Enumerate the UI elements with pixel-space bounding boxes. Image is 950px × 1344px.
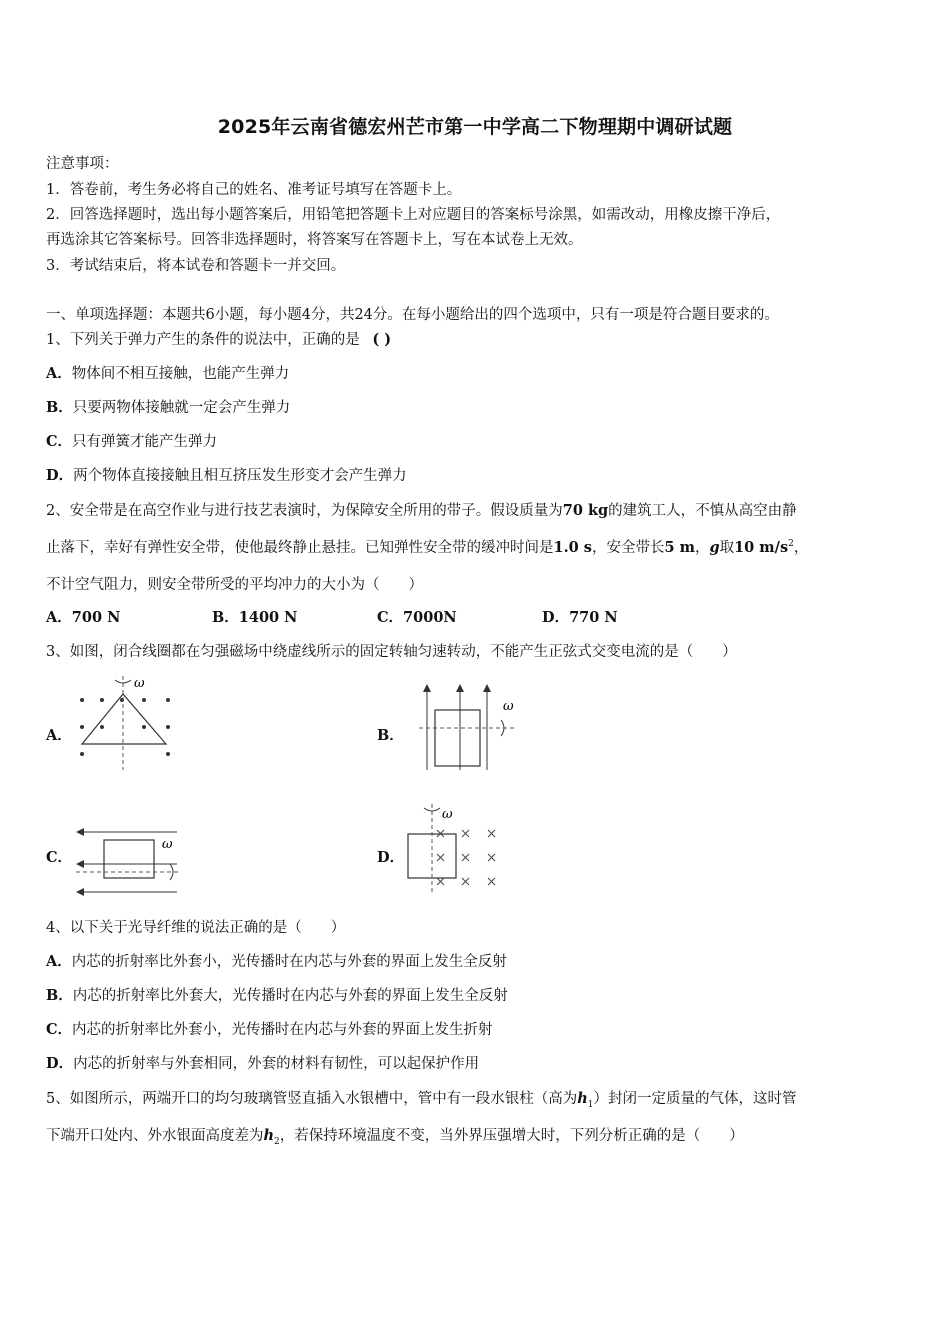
q2-line2-b: ，安全带长 — [591, 540, 665, 556]
q5-h2: h — [263, 1127, 275, 1144]
q1-option-b-text: 只要两物体接触就一定会产生弹力 — [72, 400, 291, 416]
q1-option-d — [46, 464, 916, 485]
q4-option-c-label: C． — [46, 1021, 73, 1038]
q5-h1-sub: 1 — [587, 1099, 594, 1110]
q2-gval: 10 m/s — [734, 539, 789, 556]
q4-option-a-label: A． — [46, 953, 72, 970]
q5-line-2 — [46, 1124, 916, 1147]
q2-option-b — [212, 606, 297, 627]
q2-line2-a: 止落下，幸好有弹性安全带，使他最终静止悬挂。已知弹性安全带的缓冲时间是 — [46, 540, 554, 556]
rectangular-coil — [435, 710, 480, 766]
q4-option-d-label: D． — [46, 1055, 74, 1072]
q1-option-b — [46, 396, 916, 417]
q4-stem: 4、以下关于光导纤维的说法正确的是（ ） — [46, 920, 346, 936]
q3-label-c: C． — [46, 849, 73, 866]
q2-line-2 — [46, 536, 916, 557]
q3-figure-c — [72, 824, 187, 899]
q2-option-c — [377, 606, 457, 627]
q4-option-b — [46, 984, 916, 1005]
q2-line2-c: ， — [694, 540, 710, 556]
omega-a: ω — [134, 676, 145, 691]
q1-stem-text: 1、下列关于弹力产生的条件的说法中，正确的是 — [46, 332, 360, 348]
q1-option-c-text: 只有弹簧才能产生弹力 — [72, 434, 218, 450]
q2-line-1 — [46, 499, 916, 520]
q5-line1-a: 5、如图所示，两端开口的均匀玻璃管竖直插入水银槽中，管中有一段水银柱（高为 — [46, 1091, 578, 1107]
q2-option-c-text: 7000N — [403, 609, 457, 626]
q5-h1: h — [577, 1090, 588, 1107]
omega-b: ω — [503, 699, 514, 714]
field-arrow-icon — [76, 828, 84, 836]
section-heading: 一、单项选择题：本题共6小题，每小题4分，共24分。在每小题给出的四个选项中，只有一项是符合题目要求的。 — [46, 307, 779, 323]
q2-option-b-label: B． — [212, 609, 239, 626]
q4-option-b-label: B． — [46, 987, 73, 1004]
q1-option-a-text: 物体间不相互接触，也能产生弹力 — [71, 366, 290, 382]
field-arrow-icon — [456, 684, 464, 692]
q5-line2-a: 下端开口处内、外水银面高度差为 — [46, 1128, 264, 1144]
triangle-coil — [82, 694, 166, 744]
q2-option-d-text: 770 N — [569, 609, 618, 626]
q3-figure-d — [400, 800, 510, 895]
q2-option-a — [46, 606, 120, 627]
q3-stem: 3、如图，闭合线圈都在匀强磁场中绕虚线所示的固定转轴匀速转动，不能产生正弦式交变电流的是（ ） — [46, 644, 737, 660]
notice-heading: 注意事项： — [46, 156, 119, 172]
field-crosses — [437, 830, 495, 885]
omega-d: ω — [442, 807, 453, 822]
q5-line1-b: ）封闭一定质量的气体，这时管 — [593, 1091, 797, 1107]
field-dots — [80, 698, 170, 756]
q1-option-d-text: 两个物体直接接触且相互挤压发生形变才会产生弹力 — [73, 468, 407, 484]
q4-option-b-text: 内芯的折射率比外套大，光传播时在内芯与外套的界面上发生全反射 — [72, 988, 508, 1004]
q2-mass: 70 kg — [562, 502, 609, 519]
q2-line1-b: 的建筑工人，不慎从高空由静 — [608, 503, 797, 519]
notice-item-3: 3．考试结束后，将本试卷和答题卡一并交回。 — [46, 258, 346, 274]
q2-g: g — [709, 539, 720, 556]
q2-line1-a: 2、安全带是在高空作业与进行技艺表演时，为保障安全所用的带子。假设质量为 — [46, 503, 563, 519]
q1-paren: ( ) — [372, 331, 392, 348]
field-arrow-icon — [76, 888, 84, 896]
q4-option-a-text: 内芯的折射率比外套小，光传播时在内芯与外套的界面上发生全反射 — [71, 954, 507, 970]
q3-label-d: D． — [377, 849, 405, 866]
field-arrow-icon — [423, 684, 431, 692]
q2-option-a-text: 700 N — [71, 609, 121, 626]
notice-item-1: 1．答卷前，考生务必将自己的姓名、准考证号填写在答题卡上。 — [46, 182, 462, 198]
q2-line-3: 不计空气阻力，则安全带所受的平均冲力的大小为（ ） — [46, 577, 423, 593]
q3-figure-b — [415, 680, 525, 775]
notice-item-2: 2．回答选择题时，选出每小题答案后，用铅笔把答题卡上对应题目的答案标号涂黑，如需改动，用橡皮擦干净后， — [46, 207, 781, 223]
q5-line2-b: ，若保持环境温度不变，当外界压强增大时，下列分析正确的是（ ） — [279, 1128, 744, 1144]
q3-label-a: A． — [46, 727, 72, 744]
notice-item-2-cont: 再选涂其它答案标号。回答非选择题时，将答案写在答题卡上，写在本试卷上无效。 — [46, 232, 583, 248]
page-title: 2025年云南省德宏州芒市第一中学高二下物理期中调研试题 — [217, 116, 733, 138]
q4-option-d — [46, 1052, 916, 1073]
q1-option-c — [46, 430, 916, 451]
field-arrow-icon — [76, 860, 84, 868]
q2-length: 5 m — [664, 539, 695, 556]
q4-option-a — [46, 950, 916, 971]
q4-option-c — [46, 1018, 916, 1039]
rotation-arrow-icon — [115, 680, 131, 683]
q2-gexp: 2 — [788, 539, 794, 550]
q2-time: 1.0 s — [553, 539, 592, 556]
q2-option-d — [542, 606, 618, 627]
q2-line2-e: ， — [793, 540, 809, 556]
q2-option-c-label: C． — [377, 609, 404, 626]
q2-option-b-text: 1400 N — [238, 609, 298, 626]
rotation-arrow-icon — [501, 720, 504, 736]
q2-option-d-label: D． — [542, 609, 570, 626]
q1-stem — [46, 328, 916, 349]
q3-figure-a — [70, 672, 185, 772]
q1-option-a-label: A． — [46, 365, 72, 382]
omega-c: ω — [162, 837, 173, 852]
q3-label-b: B． — [377, 727, 404, 744]
q2-line2-d: 取 — [719, 540, 735, 556]
q4-option-d-text: 内芯的折射率与外套相同，外套的材料有韧性，可以起保护作用 — [73, 1056, 480, 1072]
q1-option-a — [46, 362, 916, 383]
q4-option-c-text: 内芯的折射率比外套小，光传播时在内芯与外套的界面上发生折射 — [72, 1022, 493, 1038]
q1-option-d-label: D． — [46, 467, 74, 484]
rotation-arrow-icon — [424, 808, 440, 811]
q2-option-a-label: A． — [46, 609, 72, 626]
field-arrow-icon — [483, 684, 491, 692]
q1-option-b-label: B． — [46, 399, 73, 416]
q1-option-c-label: C． — [46, 433, 73, 450]
q5-h2-sub: 2 — [274, 1136, 280, 1147]
q5-line-1 — [46, 1087, 916, 1110]
